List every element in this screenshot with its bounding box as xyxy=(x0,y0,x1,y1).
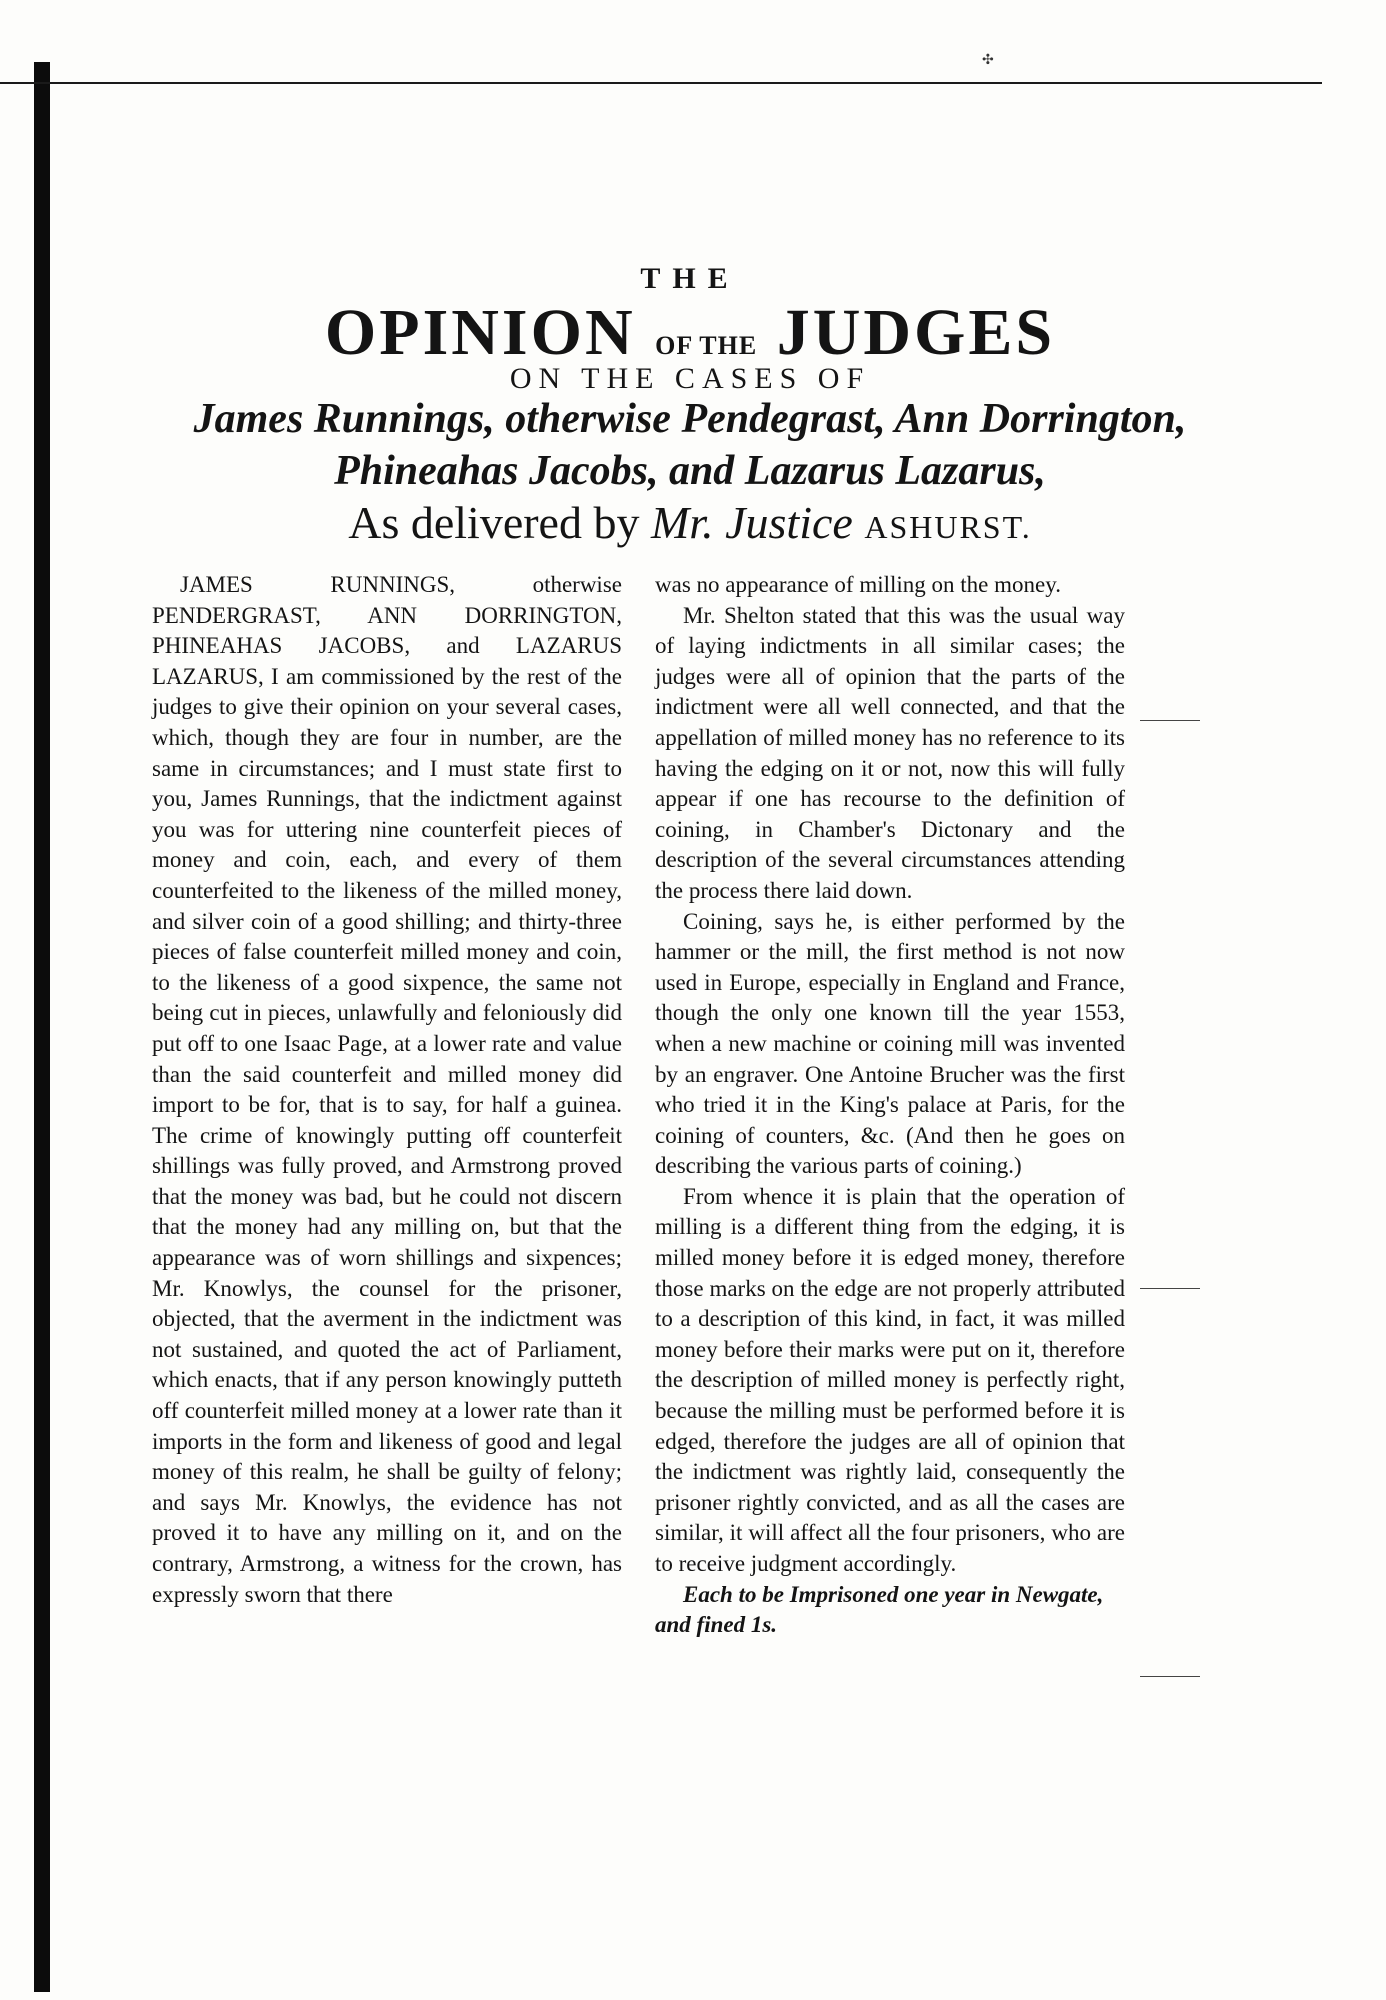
title-delivered xyxy=(140,498,1240,549)
left-paragraph-1: JAMES RUNNINGS, otherwise PENDERGRAST, ANN DORRINGTON, PHINEAHAS JACOBS, and LAZARUS LAZARUS, I am commissioned by the rest of the judges to give their opinion on your several cases, which, though they are four in number, are the same in circumstances; and I must state first to you, James Runnings, that the indictment against you was for uttering nine counterfeit pieces of money and coin, each, and every of them counterfeited to the likeness of the milled money, and silver coin of a good shilling; and thirty-three pieces of false counterfeit milled money and coin, to the likeness of a good sixpence, the same not being cut in pieces, unlawfully and feloniously did put off to one Isaac Page, at a lower rate and value than the said counterfeit and milled money did import to be for, that is to say, for half a guinea. The crime of knowingly putting off counterfeit shillings was fully proved, and Armstrong proved that the money was bad, but he could not discern that the money had any milling on, but that the appearance was of worn shillings and sixpences; Mr. Knowlys, the counsel for the prisoner, objected, that the averment in the indictment was not sustained, and quoted the act of Parliament, which enacts, that if any person knowingly putteth off counterfeit milled money at a lower rate than it imports in the form and likeness of good and legal money of this realm, he shall be guilty of felony; and says Mr. Knowlys, the evidence has not proved it to have any milling on it, and on the contrary, Armstrong, a witness for the crown, has expressly sworn that there xyxy=(152,572,622,1607)
title-names-line1: James Runnings, otherwise Pendegrast, Ann Dorrington, xyxy=(193,396,1187,442)
title-judges: JUDGES xyxy=(776,296,1056,369)
right-column xyxy=(655,570,1125,1641)
margin-mark xyxy=(1140,720,1200,721)
right-paragraph-2: Mr. Shelton stated that this was the usual way of laying indictments in all similar cases; the judges were all of opinion that the parts of the indictment were all well connected, and that the appellation of milled money has no reference to its having the edging on it or not, now this will fully appear if one has recourse to the definition of coining, in Chamber's Dictonary and the description of the several circumstances attending the process there laid down. xyxy=(655,602,1125,903)
right-paragraph-3: Coining, says he, is either performed by the hammer or the mill, the first method is not now used in Europe, especially in England and France, though the only one known till the year 1553, when a new machine or coining mill was invented by an engraver. One Antoine Brucher was the first who tried it in the King's palace at Paris, for the coining of counters, &c. (And then he goes on describing the various parts of coining.) xyxy=(655,908,1125,1179)
ink-speck: ✣ xyxy=(982,53,994,68)
sentence-line: Each to be Imprisoned one year in Newgate, and fined 1s. xyxy=(655,1581,1104,1638)
right-paragraph-4: From whence it is plain that the operation of milling is a different thing from the edging, it is milled money before it is edged money, therefore those marks on the edge are not properly attributed to a description of this kind, in fact, it was milled money before their marks were put on it, therefore the description of milled money is perfectly right, because the milling must be performed before it is edged, therefore the judges are all of opinion that the indictment was rightly laid, consequently the prisoner rightly convicted, and as all the cases are similar, it will affect all the four prisoners, who are to receive judgment accordingly. xyxy=(655,1183,1125,1576)
title-of-the: OF THE xyxy=(655,331,758,360)
binding-edge xyxy=(34,62,50,1992)
title-opinion: OPINION xyxy=(324,296,636,369)
right-paragraph-1: was no appearance of milling on the money. xyxy=(655,572,1061,597)
margin-mark xyxy=(1140,1288,1200,1289)
title-justice: Mr. Justice xyxy=(650,497,853,548)
title-as-delivered: As delivered by xyxy=(348,497,640,548)
left-column xyxy=(152,570,622,1610)
title-on-cases: ON THE CASES OF xyxy=(509,362,871,395)
title-the: THE xyxy=(640,262,740,295)
title-main xyxy=(140,296,1240,369)
margin-mark xyxy=(1140,1676,1200,1677)
title-justice-name: ASHURST. xyxy=(864,509,1032,545)
top-rule xyxy=(0,82,1322,84)
title-names-line2: Phineahas Jacobs, and Lazarus Lazarus, xyxy=(334,448,1046,494)
